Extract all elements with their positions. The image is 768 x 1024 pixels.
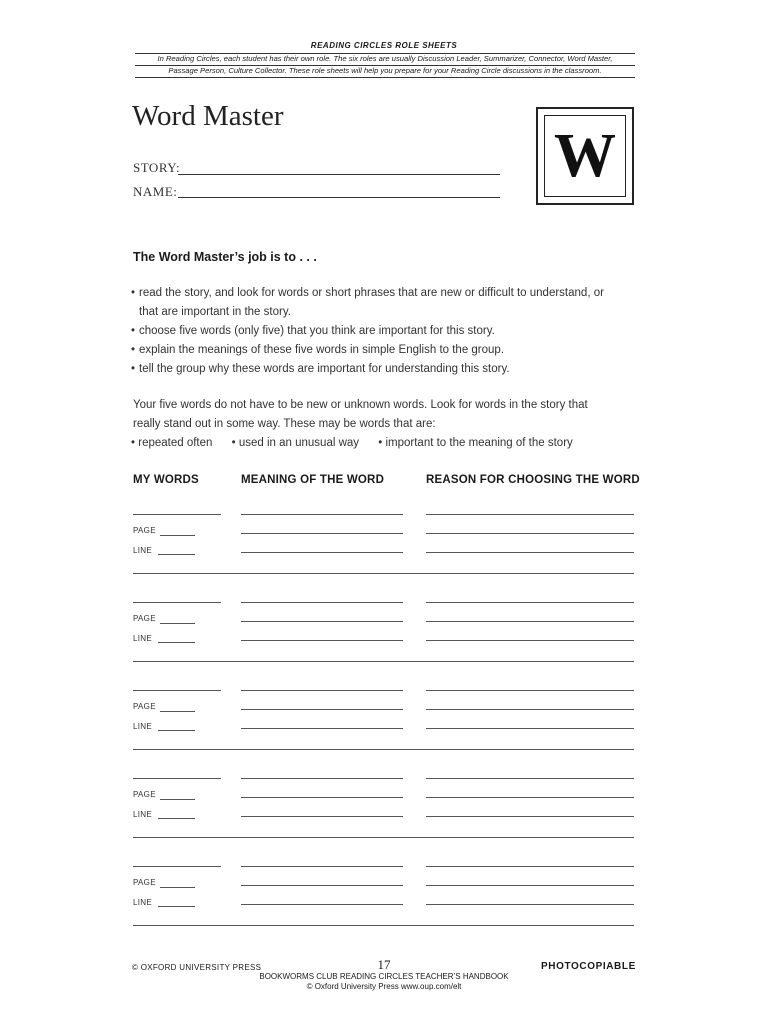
reason-field[interactable] [426, 690, 634, 691]
series-title: READING CIRCLES ROLE SHEETS [310, 41, 458, 50]
page-label: PAGE [133, 526, 156, 535]
bullet-glyph: • [131, 363, 136, 375]
example-text: used in an unusual way [238, 437, 360, 449]
bullet-text: read the story, and look for words or short phrases that are new or difficult to understand, or [139, 287, 604, 299]
header-intro-line-1: In Reading Circles, each student has their own role. The six roles are usually Discussion Leader, Summarizer, Connector, Word Master, [157, 54, 613, 63]
example-list [131, 434, 589, 453]
reason-field[interactable] [426, 778, 634, 779]
list-item [131, 360, 651, 379]
reason-field[interactable] [426, 797, 634, 798]
role-logo-frame [544, 115, 626, 197]
line-label: LINE [133, 634, 152, 643]
example-item [131, 437, 212, 449]
my-word-field[interactable] [133, 866, 221, 867]
bullet-glyph: • [378, 437, 383, 449]
reason-field[interactable] [426, 640, 634, 641]
line-label: LINE [133, 722, 152, 731]
instruction-paragraph [133, 396, 653, 434]
name-label: NAME: [133, 184, 178, 199]
bullet-glyph: • [131, 437, 136, 449]
meaning-field[interactable] [241, 640, 403, 641]
meaning-field[interactable] [241, 728, 403, 729]
line-label: LINE [133, 546, 152, 555]
line-field[interactable] [158, 642, 195, 643]
footer-publisher: © OXFORD UNIVERSITY PRESS [132, 963, 262, 972]
page-field[interactable] [160, 887, 195, 888]
page-label: PAGE [133, 790, 156, 799]
page-field[interactable] [160, 535, 195, 536]
meaning-field[interactable] [241, 621, 403, 622]
reason-field[interactable] [426, 621, 634, 622]
bullet-text: choose five words (only five) that you think are important for this story. [139, 325, 495, 337]
bullet-glyph: • [131, 287, 136, 299]
bullet-glyph: • [131, 325, 136, 337]
reason-field[interactable] [426, 709, 634, 710]
footer-handbook-title: BOOKWORMS CLUB READING CIRCLES TEACHER’S HANDBOOK [259, 972, 509, 981]
entry-separator [133, 837, 634, 838]
paragraph-line-2: really stand out in some way. These may be words that are: [133, 418, 436, 430]
entry-separator [133, 573, 634, 574]
line-field[interactable] [158, 554, 195, 555]
my-word-field[interactable] [133, 602, 221, 603]
example-item [378, 437, 573, 449]
meaning-field[interactable] [241, 778, 403, 779]
meaning-field[interactable] [241, 816, 403, 817]
page-label: PAGE [133, 614, 156, 623]
bullet-glyph: • [231, 437, 236, 449]
my-word-field[interactable] [133, 690, 221, 691]
meaning-field[interactable] [241, 866, 403, 867]
page-field[interactable] [160, 799, 195, 800]
my-word-field[interactable] [133, 778, 221, 779]
line-field[interactable] [158, 818, 195, 819]
bullet-glyph: • [131, 344, 136, 356]
column-header-meaning: MEANING OF THE WORD [241, 474, 385, 486]
column-header-my-words: MY WORDS [133, 474, 199, 486]
page-label: PAGE [133, 878, 156, 887]
my-word-field[interactable] [133, 514, 221, 515]
bullet-text-continued: that are important in the story. [139, 306, 291, 318]
bullet-text: explain the meanings of these five words in simple English to the group. [139, 344, 505, 356]
list-item [131, 322, 651, 341]
reason-field[interactable] [426, 885, 634, 886]
footer-handbook [0, 972, 768, 992]
list-item [131, 284, 651, 322]
entry-separator [133, 749, 634, 750]
meaning-field[interactable] [241, 602, 403, 603]
meaning-field[interactable] [241, 533, 403, 534]
reason-field[interactable] [426, 602, 634, 603]
meaning-field[interactable] [241, 514, 403, 515]
meaning-field[interactable] [241, 904, 403, 905]
line-label: LINE [133, 898, 152, 907]
meaning-field[interactable] [241, 690, 403, 691]
reason-field[interactable] [426, 552, 634, 553]
line-field[interactable] [158, 906, 195, 907]
entry-separator [133, 661, 634, 662]
reason-field[interactable] [426, 816, 634, 817]
story-label: STORY: [133, 160, 181, 175]
header-intro-line-2: Passage Person, Culture Collector. These role sheets will help you prepare for your Reading Circle discussions in the classroom. [168, 66, 602, 75]
page-number: 17 [377, 957, 391, 972]
reason-field[interactable] [426, 514, 634, 515]
meaning-field[interactable] [241, 552, 403, 553]
reason-field[interactable] [426, 728, 634, 729]
line-label: LINE [133, 810, 152, 819]
entry-separator [133, 925, 634, 926]
page-field[interactable] [160, 623, 195, 624]
bullet-text: tell the group why these words are important for understanding this story. [139, 363, 510, 375]
reason-field[interactable] [426, 866, 634, 867]
reason-field[interactable] [426, 904, 634, 905]
story-field[interactable] [178, 174, 500, 175]
line-field[interactable] [158, 730, 195, 731]
example-text: repeated often [138, 437, 213, 449]
photocopiable-label: PHOTOCOPIABLE [541, 961, 636, 972]
paragraph-line-1: Your five words do not have to be new or unknown words. Look for words in the story that [133, 399, 588, 411]
role-logo [536, 107, 634, 205]
header-rule-bottom [135, 77, 635, 78]
reason-field[interactable] [426, 533, 634, 534]
list-item [131, 341, 651, 360]
meaning-field[interactable] [241, 709, 403, 710]
meaning-field[interactable] [241, 885, 403, 886]
job-bullet-list [131, 284, 651, 379]
example-text: important to the meaning of the story [385, 437, 573, 449]
meaning-field[interactable] [241, 797, 403, 798]
column-header-reason: REASON FOR CHOOSING THE WORD [426, 474, 640, 486]
role-logo-letter: W [554, 122, 616, 190]
page-title: Word Master [132, 100, 284, 132]
footer-website: © Oxford University Press www.oup.com/elt [306, 982, 462, 991]
job-heading: The Word Master’s job is to . . . [133, 250, 317, 264]
page-field[interactable] [160, 711, 195, 712]
example-item [232, 437, 359, 449]
page-label: PAGE [133, 702, 156, 711]
name-field[interactable] [178, 197, 500, 198]
